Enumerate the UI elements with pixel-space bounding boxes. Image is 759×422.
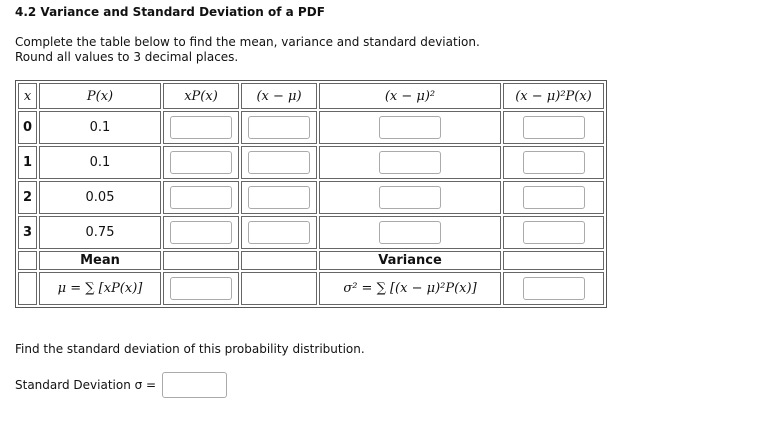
p-value: 0.75 [39,216,161,249]
deviation-squared-px-input-row-0[interactable] [523,116,585,139]
deviation-input-row-0[interactable] [248,116,310,139]
x-value: 0 [18,111,37,144]
deviation-squared-input-row-0[interactable] [379,116,441,139]
sd-label: Standard Deviation σ = [15,378,157,392]
instruction-line-1: Complete the table below to find the mean, variance and standard deviation. [15,35,480,49]
x-value: 3 [18,216,37,249]
table-row [18,146,604,179]
xpx-input-row-1[interactable] [170,151,232,174]
p-value: 0.1 [39,146,161,179]
sd-row [15,372,227,398]
deviation-input-row-2[interactable] [248,186,310,209]
header-x: x [18,83,37,109]
standard-deviation-input[interactable] [162,372,227,398]
p-value: 0.05 [39,181,161,214]
table-header-row [18,83,604,109]
deviation-squared-input-row-1[interactable] [379,151,441,174]
header-deviation-squared-px: (x − μ)²P(x) [503,83,604,109]
x-value: 1 [18,146,37,179]
variance-table [15,80,607,308]
mean-label: Mean [39,251,161,270]
variance-input[interactable] [523,277,585,300]
xpx-input-row-2[interactable] [170,186,232,209]
mean-input[interactable] [170,277,232,300]
deviation-squared-px-input-row-2[interactable] [523,186,585,209]
table-row [18,111,604,144]
p-value: 0.1 [39,111,161,144]
formula-row [18,272,604,305]
table-row [18,216,604,249]
deviation-input-row-3[interactable] [248,221,310,244]
xpx-input-row-0[interactable] [170,116,232,139]
deviation-squared-input-row-3[interactable] [379,221,441,244]
deviation-squared-input-row-2[interactable] [379,186,441,209]
header-deviation: (x − μ) [241,83,317,109]
instructions [15,35,480,65]
xpx-input-row-3[interactable] [170,221,232,244]
deviation-input-row-1[interactable] [248,151,310,174]
header-deviation-squared: (x − μ)² [319,83,501,109]
header-px: P(x) [39,83,161,109]
variance-formula: σ² = ∑ [(x − μ)²P(x)] [319,272,501,305]
header-xpx: xP(x) [163,83,239,109]
find-sd-prompt: Find the standard deviation of this probability distribution. [15,342,365,356]
page-title: 4.2 Variance and Standard Deviation of a PDF [15,5,325,19]
mean-formula: μ = ∑ [xP(x)] [39,272,161,305]
deviation-squared-px-input-row-3[interactable] [523,221,585,244]
deviation-squared-px-input-row-1[interactable] [523,151,585,174]
instruction-line-2: Round all values to 3 decimal places. [15,50,239,64]
variance-label: Variance [319,251,501,270]
x-value: 2 [18,181,37,214]
label-row [18,251,604,270]
table-row [18,181,604,214]
